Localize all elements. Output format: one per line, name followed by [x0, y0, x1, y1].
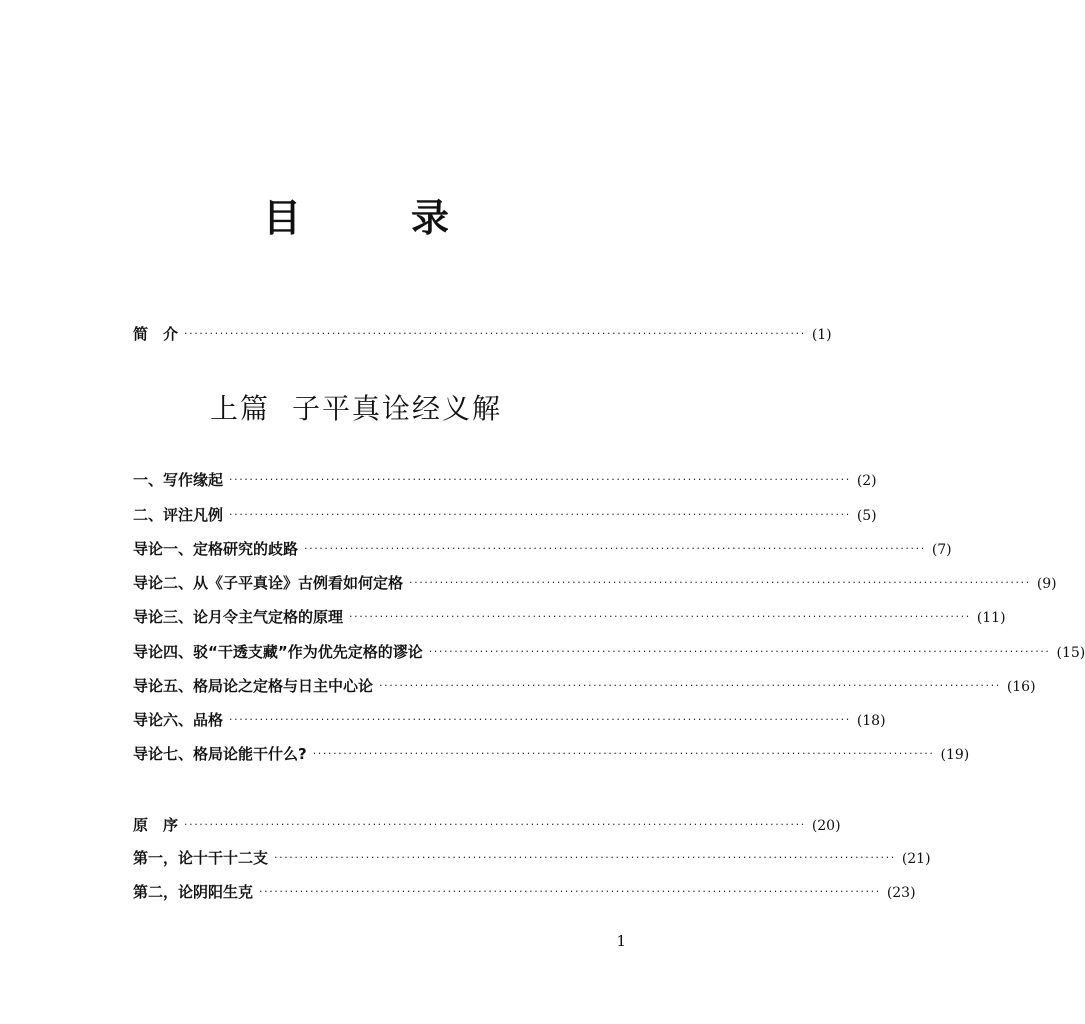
toc-label: 二、评注凡例	[133, 506, 224, 524]
toc-page-number: (11)	[976, 610, 1006, 626]
toc-page-number: (20)	[811, 818, 841, 834]
toc-entry[interactable]	[133, 710, 886, 730]
toc-entry[interactable]	[133, 573, 1057, 593]
toc-entry[interactable]	[133, 607, 1006, 627]
toc-leader-dots: ··························································································································	[274, 851, 896, 864]
toc-entry[interactable]	[133, 505, 877, 525]
toc-page-number: (9)	[1036, 576, 1057, 592]
toc-leader-dots: ··························································································································	[229, 473, 851, 486]
footer-page-number: 1	[616, 932, 626, 950]
toc-leader-dots: ··························································································································	[312, 747, 935, 760]
toc-page-number: (2)	[856, 473, 877, 489]
toc-leader-dots: ··························································································································	[304, 542, 926, 555]
toc-entry[interactable]	[133, 470, 877, 490]
toc-label: 原 序	[133, 816, 179, 834]
toc-leader-dots: ··························································································································	[229, 508, 851, 521]
toc-label: 导论三、论月令主气定格的原理	[133, 608, 344, 626]
toc-page-number: (16)	[1006, 679, 1036, 695]
toc-page-number: (7)	[931, 542, 952, 558]
part-one-title-b: 子平真诠经义解	[292, 392, 503, 425]
toc-label: 导论七、格局论能干什么?	[133, 745, 307, 763]
toc-leader-dots: ··························································································································	[229, 713, 851, 726]
toc-label: 导论四、驳“干透支藏”作为优先定格的谬论	[133, 643, 423, 661]
toc-label: 简 介	[133, 325, 179, 343]
page-title: 目 录	[262, 195, 485, 240]
toc-page-number: (15)	[1056, 645, 1085, 661]
toc-page-number: (21)	[901, 851, 931, 867]
toc-entry[interactable]	[133, 676, 1036, 696]
toc-label: 导论一、定格研究的歧路	[133, 540, 299, 558]
toc-page-number: (1)	[811, 327, 832, 343]
toc-leader-dots: ··························································································································	[349, 610, 971, 623]
toc-label: 第一，论十干十二支	[133, 849, 269, 867]
toc-leader-dots: ··························································································································	[259, 885, 881, 898]
toc-leader-dots: ··························································································································	[428, 645, 1051, 658]
toc-page-number: (18)	[856, 713, 886, 729]
toc-label: 第二，论阴阳生克	[133, 883, 254, 901]
toc-page-number: (19)	[940, 747, 970, 763]
toc-leader-dots: ··························································································································	[184, 327, 806, 340]
toc-leader-dots: ··························································································································	[184, 818, 806, 831]
toc-label: 导论六、品格	[133, 711, 224, 729]
toc-entry[interactable]	[133, 848, 931, 868]
toc-entry[interactable]	[133, 539, 952, 559]
part-one-title	[0, 392, 712, 426]
toc-entry[interactable]	[133, 882, 916, 902]
toc-leader-dots: ··························································································································	[409, 576, 1031, 589]
part-one-title-a: 上篇	[209, 392, 270, 425]
toc-entry-intro[interactable]	[133, 324, 832, 344]
toc-label: 导论二、从《子平真诠》古例看如何定格	[133, 574, 404, 592]
toc-entry[interactable]	[133, 744, 970, 764]
toc-leader-dots: ··························································································································	[379, 679, 1001, 692]
toc-label: 一、写作缘起	[133, 471, 224, 489]
toc-page-number: (5)	[856, 508, 877, 524]
toc-entry[interactable]	[133, 642, 1085, 662]
toc-page-number: (23)	[886, 885, 916, 901]
toc-entry[interactable]	[133, 815, 841, 835]
toc-label: 导论五、格局论之定格与日主中心论	[133, 677, 374, 695]
